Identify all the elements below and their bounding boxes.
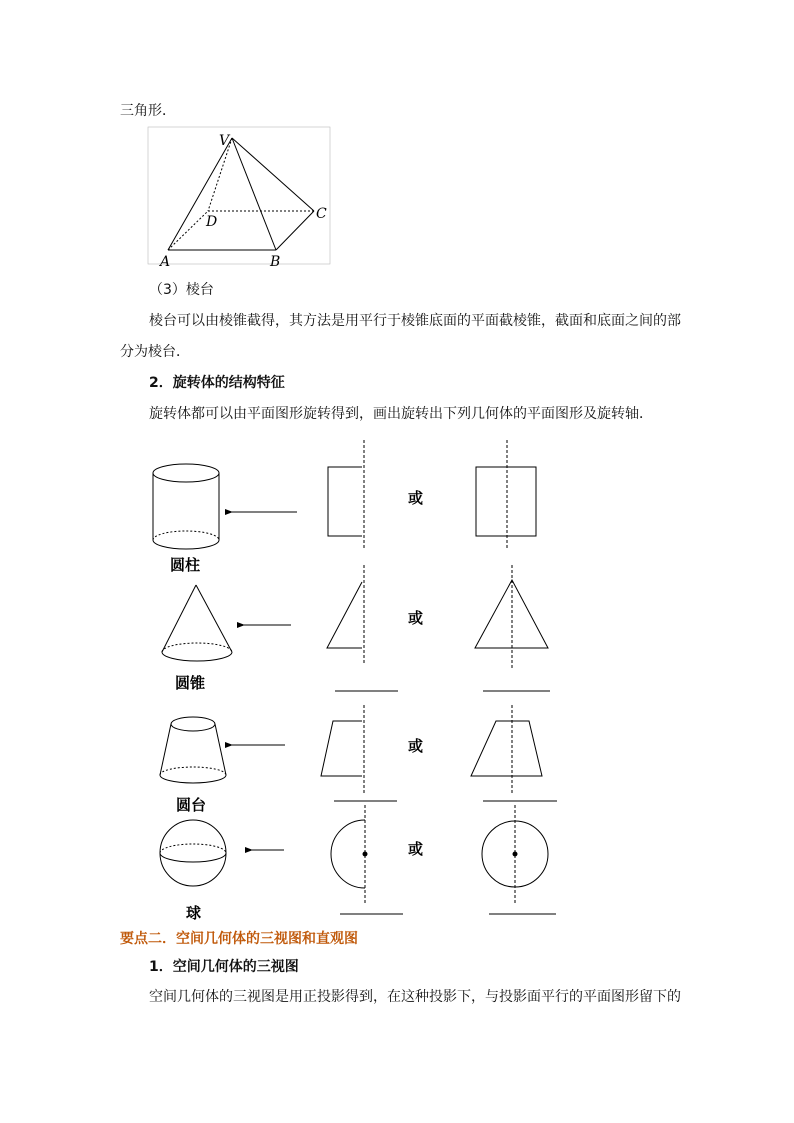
three-views-heading: 1．空间几何体的三视图: [149, 959, 299, 975]
cone-3d: [162, 585, 232, 661]
sphere-row: [160, 805, 556, 922]
cylinder-label: 圆柱: [170, 556, 201, 574]
sphere-3d: [160, 820, 226, 886]
rotation-heading: 2．旋转体的结构特征: [149, 375, 285, 391]
three-views-description: 空间几何体的三视图是用正投影得到，在这种投影下，与投影面平行的平面图形留下的: [149, 989, 681, 1005]
frustum-heading: （3）棱台: [149, 282, 214, 298]
cone-half-section: [327, 582, 362, 648]
rotation-description: 旋转体都可以由平面图形旋转得到，画出旋转出下列几何体的平面图形及旋转轴．: [149, 406, 653, 422]
cylinder-half-section: [328, 467, 362, 536]
pyramid-label-a: A: [160, 254, 171, 270]
pyramid-label-d: D: [206, 214, 218, 230]
frustum-half-section: [321, 721, 362, 776]
frustum-3d: [160, 717, 226, 783]
or-label-row2: 或: [408, 609, 424, 627]
sphere-center-right: [513, 852, 518, 857]
frustum-label: 圆台: [176, 796, 207, 814]
or-label-row4: 或: [408, 840, 424, 858]
frustum-description-line2: 分为棱台．: [120, 344, 190, 360]
sphere-center-left: [363, 852, 368, 857]
frustum-full-section: [471, 721, 542, 776]
intro-tail-text: 三角形．: [120, 103, 176, 119]
sphere-label: 球: [186, 904, 202, 922]
pyramid-label-b: B: [270, 254, 281, 270]
frustum-description-line1: 棱台可以由棱锥截得，其方法是用平行于棱锥底面的平面截棱锥，截面和底面之间的部: [149, 313, 681, 329]
or-label-row1: 或: [408, 489, 424, 507]
or-label-row3: 或: [408, 737, 424, 755]
cone-row: [162, 565, 550, 692]
cone-label: 圆锥: [175, 674, 206, 692]
key-point-two-heading: 要点二．空间几何体的三视图和直观图: [120, 931, 358, 947]
cylinder-full-section: [476, 467, 536, 536]
cylinder-3d: [153, 464, 219, 549]
pyramid-label-v: V: [219, 133, 230, 149]
cylinder-row: [153, 440, 536, 574]
sphere-half-section: [331, 820, 365, 888]
frustum-row: [160, 705, 557, 814]
pyramid-label-c: C: [316, 206, 327, 222]
